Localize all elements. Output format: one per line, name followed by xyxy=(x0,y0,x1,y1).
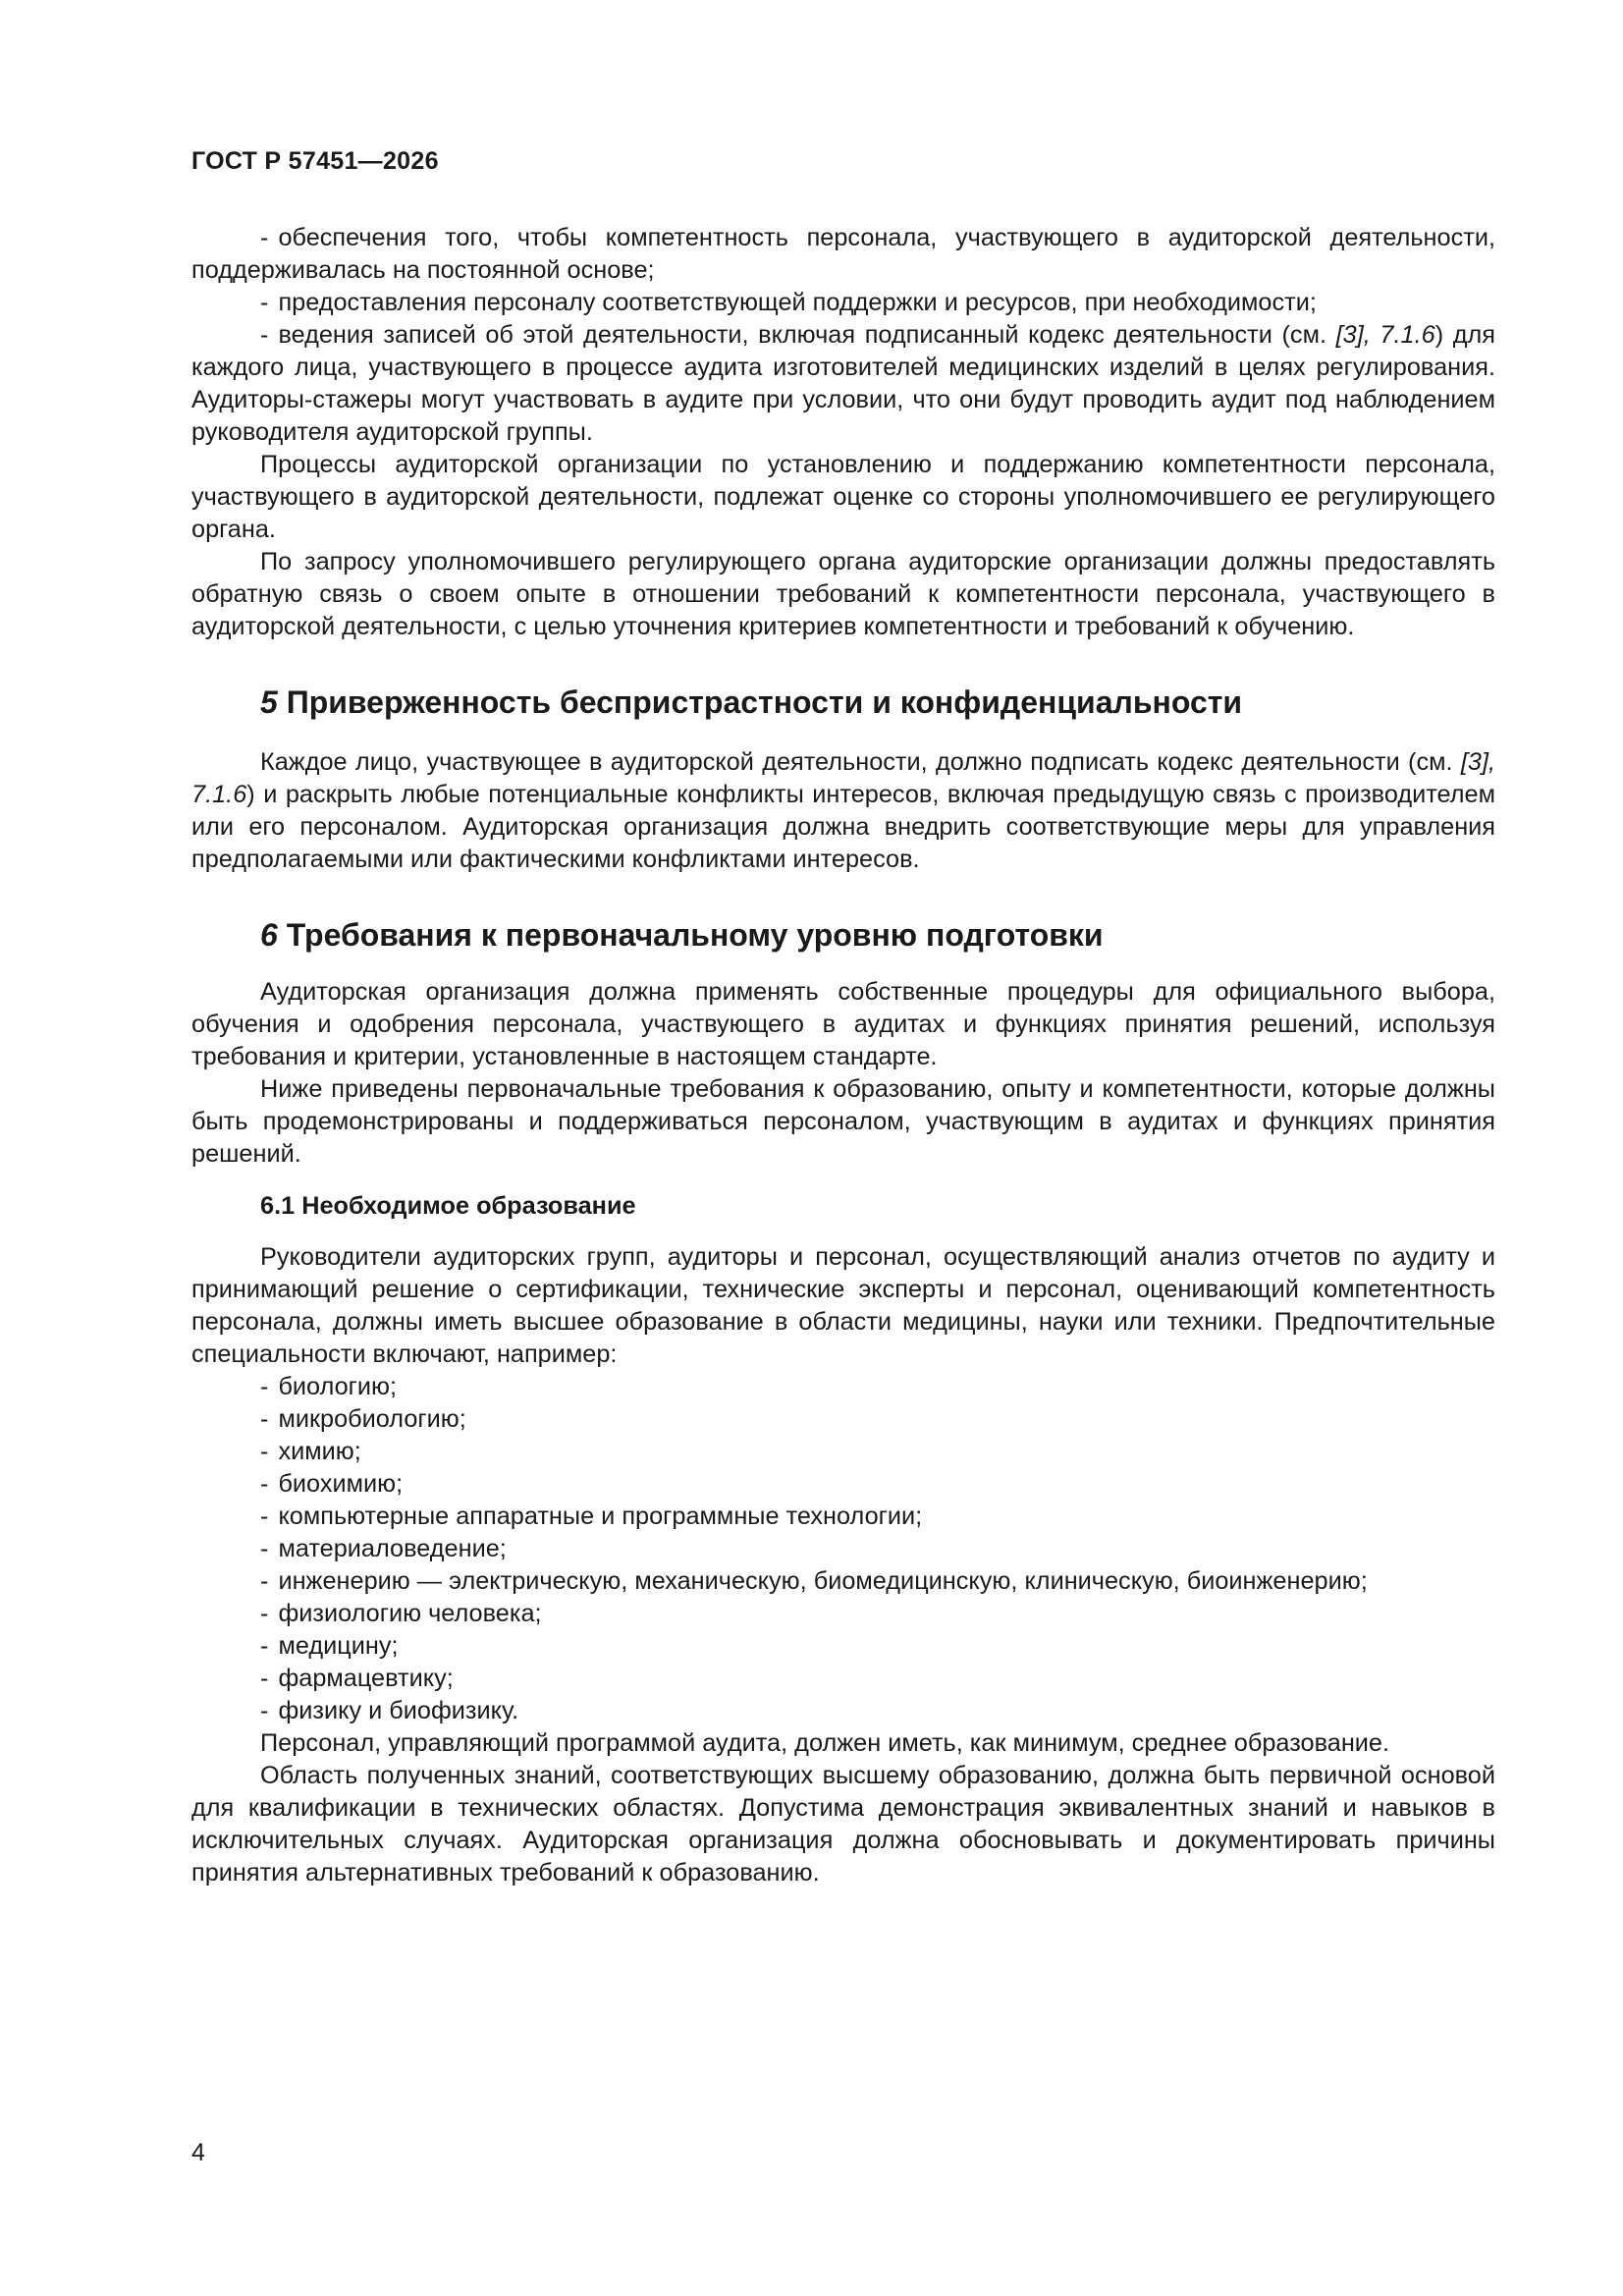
list-item xyxy=(191,1630,1495,1663)
paragraph-text: Каждое лицо, участвующее в аудиторской деятельности, должно подписать кодекс деятельности (см. xyxy=(260,748,1461,776)
page-content xyxy=(191,222,1495,1889)
intro-list-item xyxy=(191,287,1495,319)
list-marker: - xyxy=(260,1632,269,1660)
paragraph xyxy=(191,746,1495,876)
section-title: Приверженность беспристрастности и конфиденциальности xyxy=(286,684,1243,720)
section-heading xyxy=(191,915,1495,955)
list-item-text: компьютерные аппаратные и программные технологии; xyxy=(278,1503,923,1530)
intro-list-item xyxy=(191,319,1495,449)
list-marker: - xyxy=(260,224,269,251)
list-item-text: физиологию человека; xyxy=(278,1600,542,1627)
paragraph: Руководители аудиторских групп, аудиторы и персонал, осуществляющий анализ отчетов по аудиту и принимающий решение о сертификации, технические эксперты и персонал, оценивающий компетентность персонала, должны иметь высшее образование в области медицины, науки или техники. Предпочтительные специальности включают, например: xyxy=(191,1243,1495,1368)
list-item xyxy=(191,1565,1495,1598)
list-item xyxy=(191,1695,1495,1727)
list-item xyxy=(191,1501,1495,1533)
list-item-text: материаловедение; xyxy=(278,1535,507,1562)
list-item xyxy=(191,1598,1495,1630)
list-item-text: физику и биофизику. xyxy=(278,1697,519,1724)
list-marker: - xyxy=(260,1665,269,1692)
list-item-text: ) для каждого лица, участвующего в процессе аудита изготовителей медицинских изделий в целях регулирования. Аудиторы-стажеры могут участвовать в аудите при условии, что они будут проводить аудит под наблюдением руководителя аудиторской группы. xyxy=(191,321,1495,446)
list-item-text: медицину; xyxy=(278,1632,399,1660)
list-item-text: обеспечения того, чтобы компетентность персонала, участвующего в аудиторской деятельности, поддерживалась на постоянной основе; xyxy=(191,224,1495,284)
list-marker: - xyxy=(260,1600,269,1627)
section-title: Требования к первоначальному уровню подготовки xyxy=(286,917,1104,953)
list-item-text: фармацевтику; xyxy=(278,1665,454,1692)
specialties-list xyxy=(191,1371,1495,1727)
list-item-text: ведения записей об этой деятельности, включая подписанный кодекс деятельности (см. xyxy=(278,321,1336,349)
subsection-heading: 6.1 Необходимое образование xyxy=(260,1192,636,1220)
list-marker: - xyxy=(260,289,269,316)
list-item xyxy=(191,1436,1495,1468)
list-marker: - xyxy=(260,1697,269,1724)
section-number: 6 xyxy=(260,917,278,953)
list-item xyxy=(191,1371,1495,1403)
intro-list-item xyxy=(191,222,1495,287)
list-marker: - xyxy=(260,1438,269,1465)
paragraph: Ниже приведены первоначальные требования к образованию, опыту и компетентности, которые должны быть продемонстрированы и поддерживаться персоналом, участвующим в аудитах и функциях принятия решений. xyxy=(191,1075,1495,1168)
paragraph: Персонал, управляющий программой аудита, должен иметь, как минимум, среднее образование. xyxy=(260,1729,1390,1757)
list-item-text: инженерию — электрическую, механическую, биомедицинскую, клиническую, биоинженерию; xyxy=(278,1567,1368,1595)
list-marker: - xyxy=(260,1373,269,1400)
section-number: 5 xyxy=(260,684,278,720)
paragraph: Аудиторская организация должна применять собственные процедуры для официального выбора, обучения и одобрения персонала, участвующего в аудитах и функциях принятия решений, используя требования и критерии, установленные в настоящем стандарте. xyxy=(191,978,1495,1070)
list-item xyxy=(191,1533,1495,1565)
document-header: ГОСТ Р 57451—2026 xyxy=(191,147,439,175)
list-marker: - xyxy=(260,1535,269,1562)
reference-citation: [3], 7.1.6 xyxy=(191,748,1495,808)
list-item-text: биохимию; xyxy=(278,1470,404,1498)
list-marker: - xyxy=(260,321,269,349)
list-item-text: микробиологию; xyxy=(278,1405,466,1433)
paragraph: Процессы аудиторской организации по установлению и поддержанию компетентности персонала, участвующего в аудиторской деятельности, подлежат оценке со стороны уполномочившего ее регулирующего органа. xyxy=(191,451,1495,543)
paragraph: По запросу уполномочившего регулирующего органа аудиторские организации должны предоставлять обратную связь о своем опыте в отношении требований к компетентности персонала, участвующего в аудиторской деятельности, с целью уточнения критериев компетентности и требований к обучению. xyxy=(191,548,1495,640)
list-item xyxy=(191,1403,1495,1436)
list-item xyxy=(191,1663,1495,1695)
list-item-text: биологию; xyxy=(278,1373,398,1400)
list-item-text: предоставления персоналу соответствующей поддержки и ресурсов, при необходимости; xyxy=(278,289,1317,316)
paragraph: Область полученных знаний, соответствующих высшему образованию, должна быть первичной основой для квалификации в технических областях. Допустима демонстрация эквивалентных знаний и навыков в исключительных случаях. Аудиторская организация должна обосновывать и документировать причины принятия альтернативных требований к образованию. xyxy=(191,1762,1495,1886)
section-heading xyxy=(191,683,1495,722)
reference-citation: [3], 7.1.6 xyxy=(1335,321,1435,349)
list-marker: - xyxy=(260,1503,269,1530)
list-item-text: химию; xyxy=(278,1438,361,1465)
list-marker: - xyxy=(260,1405,269,1433)
list-marker: - xyxy=(260,1567,269,1595)
page-number: 4 xyxy=(191,2139,205,2166)
list-marker: - xyxy=(260,1470,269,1498)
paragraph-text: ) и раскрыть любые потенциальные конфликты интересов, включая предыдущую связь с производителем или его персоналом. Аудиторская организация должна внедрить соответствующие меры для управления предполагаемыми или фактическими конфликтами интересов. xyxy=(191,781,1495,873)
list-item xyxy=(191,1468,1495,1501)
